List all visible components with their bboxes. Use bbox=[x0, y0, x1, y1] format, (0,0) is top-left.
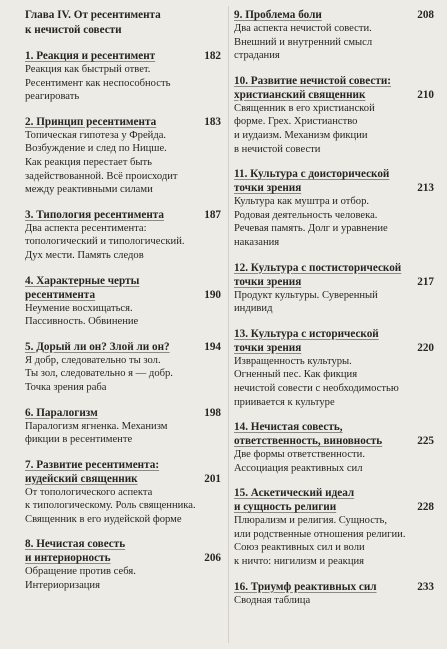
page-number: 194 bbox=[204, 340, 221, 353]
page-number: 220 bbox=[417, 341, 434, 354]
toc-entry bbox=[25, 537, 221, 592]
section-description: Два аспекта нечистой совести. Внешний и внутренний смысл страдания bbox=[234, 23, 373, 62]
section-title: 10. Развитие нечистой совести: христианский священник bbox=[234, 74, 391, 101]
toc-entry bbox=[234, 74, 434, 156]
toc-entry bbox=[234, 167, 434, 249]
section-title: 16. Триумф реактивных сил bbox=[234, 580, 377, 593]
section-title: 9. Проблема боли bbox=[234, 9, 322, 21]
page-number: 198 bbox=[204, 406, 221, 419]
page-number: 208 bbox=[417, 9, 434, 21]
toc-entry bbox=[25, 406, 221, 447]
section-description: Священник в его христианской форме. Грех. Христианство и иудаизм. Механизм фикции в нечистой совести bbox=[234, 102, 375, 155]
page-number: 187 bbox=[204, 208, 221, 221]
toc-entry-heading bbox=[25, 458, 221, 486]
toc-entry-heading bbox=[234, 486, 434, 514]
section-description: Продукт культуры. Суверенный индивид bbox=[234, 289, 378, 315]
toc-entry bbox=[25, 274, 221, 329]
page-number: 210 bbox=[417, 88, 434, 101]
toc-entry-heading bbox=[234, 580, 434, 594]
toc-entry bbox=[234, 8, 434, 63]
page-number: 190 bbox=[204, 288, 221, 301]
toc-entry bbox=[234, 486, 434, 568]
toc-entry-heading bbox=[234, 261, 434, 289]
section-description: Паралогизм ягненка. Механизм фикции в ресентименте bbox=[25, 420, 168, 446]
section-description: Две формы ответственности. Ассоциация реактивных сил bbox=[234, 449, 365, 474]
page-number: 233 bbox=[417, 580, 434, 593]
right-entry-list bbox=[234, 8, 434, 607]
toc-entry-heading bbox=[25, 274, 221, 302]
page-number: 201 bbox=[204, 472, 221, 485]
section-description: Неумение восхищаться. Пассивность. Обвинение bbox=[25, 302, 139, 328]
page-number: 182 bbox=[204, 50, 221, 62]
left-entry-list bbox=[25, 49, 221, 593]
section-title: 12. Культура с постисторической точки зрения bbox=[234, 261, 402, 288]
section-title: 6. Паралогизм bbox=[25, 406, 98, 419]
toc-entry bbox=[25, 458, 221, 527]
toc-entry-heading bbox=[234, 167, 434, 195]
section-description: Обращение против себя. Интериоризация bbox=[25, 566, 136, 592]
toc-entry-heading bbox=[25, 49, 221, 63]
section-title: 7. Развитие ресентимента: иудейский священник bbox=[25, 458, 160, 485]
toc-entry bbox=[234, 327, 434, 409]
page-number: 206 bbox=[204, 552, 221, 565]
section-description: Два аспекта ресентимента: топологический и типологический. Дух мести. Память следов bbox=[25, 222, 185, 261]
section-title: 3. Типология ресентимента bbox=[25, 208, 164, 221]
toc-entry bbox=[234, 580, 434, 608]
section-title: 14. Нечистая совесть, ответственность, виновность bbox=[234, 421, 383, 448]
page-number: 225 bbox=[417, 435, 434, 448]
toc-entry-heading bbox=[234, 420, 434, 448]
toc-entry bbox=[25, 115, 221, 197]
section-title: 5. Дорый ли он? Злой ли он? bbox=[25, 340, 170, 353]
section-title: 8. Нечистая совесть и интериорность bbox=[25, 538, 126, 565]
toc-entry-heading bbox=[25, 537, 221, 565]
page-number: 228 bbox=[417, 501, 434, 514]
toc-entry bbox=[234, 261, 434, 316]
section-title: 15. Аскетический идеал и сущность религии bbox=[234, 487, 355, 514]
section-title: 13. Культура с исторической точки зрения bbox=[234, 327, 379, 354]
column-divider bbox=[228, 6, 229, 643]
section-description: Топическая гипотеза у Фрейда. Возбуждение и след по Ницше. Как реакция перестает быть задействованной. Всё происходит между реактивными силами bbox=[25, 129, 178, 196]
section-title: 1. Реакция и ресентимент bbox=[25, 50, 156, 62]
section-description: Я добр, следовательно ты зол. Ты зол, следовательно я — добр. Точка зрения раба bbox=[25, 354, 173, 393]
toc-entry-heading bbox=[25, 406, 221, 420]
toc-entry bbox=[234, 420, 434, 475]
section-description: Извращенность культуры. Огненный пес. Как фикция нечистой совести с необходимостью приивается к культуре bbox=[234, 355, 399, 408]
toc-entry bbox=[25, 340, 221, 395]
section-title: 11. Культура с доисторической точки зрения bbox=[234, 168, 390, 195]
section-title: 4. Характерные черты ресентимента bbox=[25, 274, 140, 301]
toc-entry bbox=[25, 208, 221, 263]
toc-entry-heading bbox=[234, 74, 434, 102]
page-number: 217 bbox=[417, 275, 434, 288]
section-title: 2. Принцип ресентимента bbox=[25, 115, 157, 128]
toc-entry-heading bbox=[234, 327, 434, 355]
page-number: 183 bbox=[204, 115, 221, 128]
toc-entry-heading bbox=[25, 115, 221, 129]
chapter-title: Глава IV. От ресентимента к нечистой совести bbox=[25, 9, 161, 36]
toc-entry-heading bbox=[25, 340, 221, 354]
left-column bbox=[25, 8, 221, 604]
section-description: Реакция как быстрый ответ. Ресентимент как неспособность реагировать bbox=[25, 64, 171, 103]
section-description: Плюрализм и религия. Сущность, или родственные отношения религии. Союз реактивных сил и воли к ничто: нигилизм и реакция bbox=[234, 515, 406, 568]
toc-entry-heading bbox=[234, 8, 434, 22]
section-description: Сводная таблица bbox=[234, 594, 311, 606]
section-description: От топологического аспекта к типологическому. Роль священника. Священник в его иудейской форме bbox=[25, 486, 196, 525]
toc-entry-heading bbox=[25, 208, 221, 222]
toc-entry bbox=[25, 49, 221, 104]
right-column bbox=[234, 8, 434, 618]
page-number: 213 bbox=[417, 182, 434, 195]
section-description: Культура как муштра и отбор. Родовая деятельность человека. Речевая память. Долг и уравнение наказания bbox=[234, 196, 388, 248]
